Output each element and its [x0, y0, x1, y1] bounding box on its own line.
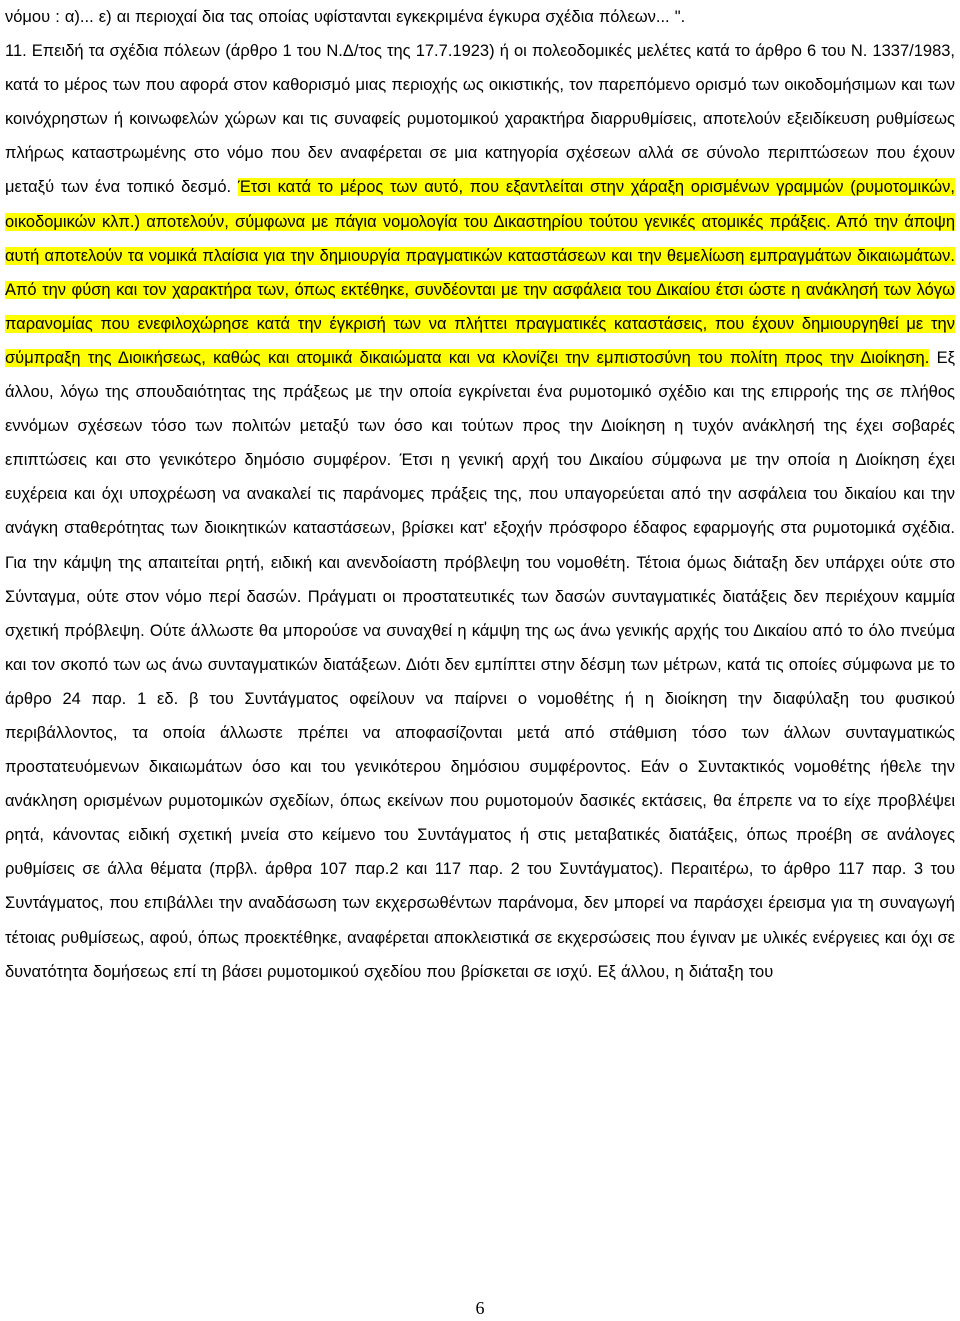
opening-line-text: νόμου : α)... ε) αι περιοχαί δια τας οποίας υφίστανται εγκεκριμένα έγκυρα σχέδια πόλεων... ". [5, 8, 686, 26]
page-number: 6 [475, 1298, 485, 1318]
opening-line [5, 0, 955, 34]
highlighted-passage-1: Έτσι κατά το μέρος των αυτό, που εξαντλείται στην χάραξη ορισμένων γραμμών (ρυμοτομικών, οικοδομικών κλπ.) αποτελούν, σύμφωνα με πάγια νομολογία του Δικαστηρίου τούτου γενικές ατομικές πράξεις. Από την άποψη αυτή αποτελούν τα νομικά πλαίσια για την δημιουργία πραγματικών καταστάσεων και την θεμελίωση εμπραγμάτων δικαιωμάτων. [5, 178, 955, 265]
paragraph-11 [5, 34, 955, 989]
paragraph-11-run-1: 11. Επειδή τα σχέδια πόλεων (άρθρο 1 του Ν.Δ/τος της 17.7.1923) ή οι πολεοδομικές μελέτες κατά το άρθρο 6 του Ν. 1337/1983, κατά το μέρος των που αφορά στον καθορισμό μιας περιοχής ως οικιστικής, τον παρεπόμενο ορισμό των οικοδομήσιμων και των κοινόχρηστων ή κοινωφελών χώρων και τις συναφείς ρυμοτομικού χαρακτήρα διαρρυθμίσεις, αποτελούν εξειδίκευση ρυθμίσεως πλήρως καταστρωμένης στο νόμο που δεν αναφέρεται σε μια κατηγορία σχέσεων αλλά σε σύνολο περιπτώσεων που έχουν μεταξύ των ένα τοπικό δεσμό. [5, 42, 956, 197]
body-text [5, 0, 955, 989]
paragraph-11-run-5: Εξ άλλου, λόγω της σπουδαιότητας της πράξεως με την οποία εγκρίνεται ένα ρυμοτομικό σχέδιο και της επιρροής της σε πλήθος εννόμων σχέσεων τόσο των πολιτών μεταξύ των όσο και τούτων προς την Διοίκηση η τυχόν ανάκλησή της έχει σοβαρές επιπτώσεις και στο γενικότερο δημόσιο συμφέρον. Έτσι η γενική αρχή του Δικαίου σύμφωνα με την οποία η Διοίκηση έχει ευχέρεια και όχι υποχρέωση να ανακαλεί τις παράνομες πράξεις της, που υπαγορεύεται από την ασφάλεια του δικαίου και την ανάγκη σταθερότητας των διοικητικών καταστάσεων, βρίσκει κατ' εξοχήν πρόσφορο έδαφος εφαρμογής στα ρυμοτομικά σχέδια. Για την κάμψη της απαιτείται ρητή, ειδική και ανενδοίαστη πρόβλεψη του νομοθέτη. Τέτοια όμως διάταξη δεν υπάρχει ούτε στο Σύνταγμα, ούτε στον νόμο περί δασών. Πράγματι οι προστατευτικές των δασών συνταγματικές διατάξεις δεν περιέχουν καμμία σχετική πρόβλεψη. Ούτε άλλωστε θα μπορούσε να συναχθεί η κάμψη της ως άνω γενικής αρχής του Δικαίου από το όλο πνεύμα και τον σκοπό των ως άνω συνταγματικών διατάξεων. Διότι δεν εμπίπτει στην δέσμη των μέτρων, κατά τις οποίες σύμφωνα με το άρθρο 24 παρ. 1 εδ. β του Συντάγματος οφείλουν να παίρνει ο νομοθέτης ή η διοίκηση την διαφύλαξη του φυσικού περιβάλλοντος, τα οποία άλλωστε πρέπει να αποφασίζονται μετά από στάθμιση τόσο των άλλων συνταγματικώς προστατευόμενων δικαιωμάτων όσο και του γενικότερου δημόσιου συμφέροντος. Εάν ο Συντακτικός νομοθέτης ήθελε την ανάκληση ορισμένων ρυμοτομικών σχεδίων, όπως εκείνων που ρυμοτομούν δασικές εκτάσεις, θα έπρεπε να το είχε προβλέψει ρητά, κάνοντας ειδική σχετική μνεία στο κείμενο του Συντάγματος ή στις μεταβατικές διατάξεις, όπως προέβη σε ανάλογες ρυθμίσεις σε άλλα θέματα (πρβλ. άρθρα 107 παρ.2 και 117 παρ. 2 του Συντάγματος). Περαιτέρω, το άρθρο 117 παρ. 3 του Συντάγματος, που επιβάλλει την αναδάσωση των εκχερσωθέντων παράνομα, δεν μπορεί να παράσχει έρεισμα για τη συναγωγή τέτοιας ρυθμίσεως, αφού, όπως προεκτέθηκε, αναφέρεται αποκλειστικά σε εκχερσώσεις που έγιναν με υλικές ενέργειες και όχι σε δυνατότητα δομήσεως επί τη βάσει ρυμοτομικού σχεδίου που βρίσκεται σε ισχύ. Εξ άλλου, η διάταξη του [5, 348, 955, 981]
highlighted-passage-2: Από την φύση και τον χαρακτήρα των, όπως εκτέθηκε, συνδέονται με την ασφάλεια του Δικαίου έτσι ώστε η ανάκλησή των λόγω παρανομίας που ενεφιλοχώρησε κατά την έγκρισή των να πλήττει πραγματικές καταστάσεις, που έχουν δημιουργηθεί με την σύμπραξη της Διοικήσεως, καθώς και ατομικά δικαιώματα και να κλονίζει την εμπιστοσύνη του πολίτη προς την Διοίκηση. [5, 280, 955, 367]
